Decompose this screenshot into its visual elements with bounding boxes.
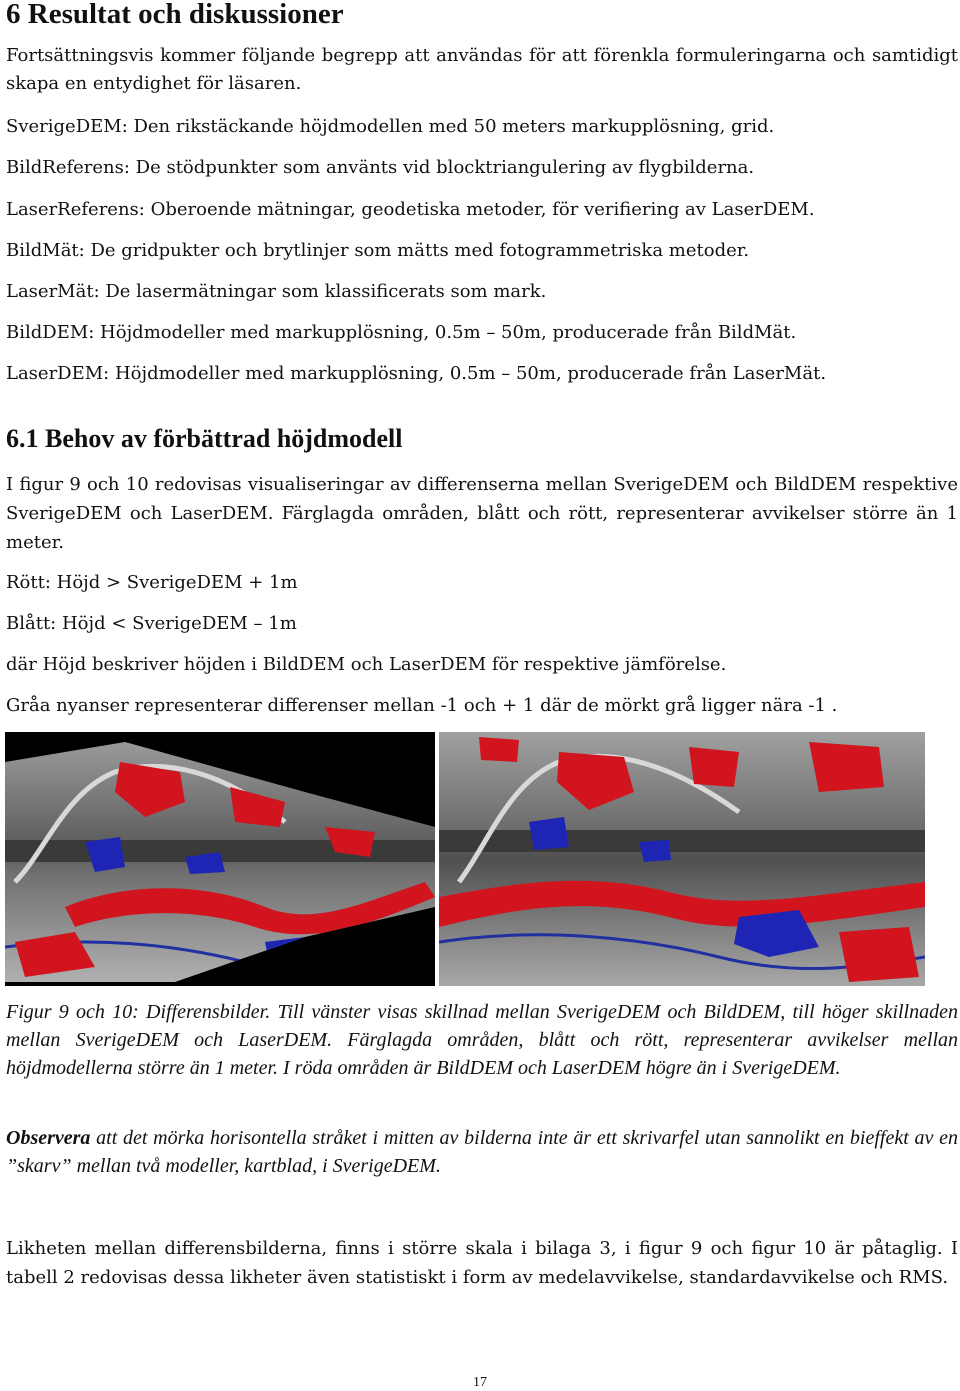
subsection-heading: 6.1 Behov av förbättrad höjdmodell bbox=[6, 424, 403, 453]
intro-paragraph: Fortsättningsvis kommer följande begrepp att användas för att förenkla formuleringarna och samtidigt skapa en entydighet för läsaren. bbox=[6, 45, 958, 94]
figure-note bbox=[6, 1124, 958, 1180]
red-area bbox=[809, 742, 884, 792]
term-lasermat: LaserMät: De lasermätningar som klassificerats som mark. bbox=[6, 281, 547, 302]
term-bilddem: BildDEM: Höjdmodeller med markupplösning, 0.5m – 50m, producerade från BildMät. bbox=[6, 322, 797, 343]
subsection-paragraph: I figur 9 och 10 redovisas visualiseringar av differenserna mellan SverigeDEM och BildDEM respektive SverigeDEM och LaserDEM. Färglagda områden, blått och rött, representerar avvikelser större än 1 meter. bbox=[6, 474, 958, 553]
blue-area bbox=[265, 937, 310, 967]
red-area bbox=[839, 927, 919, 982]
term-laserreferens: LaserReferens: Oberoende mätningar, geodetiska metoder, för verifiering av LaserDEM. bbox=[6, 199, 815, 220]
figure-note-text: att det mörka horisontella stråket i mitten av bilderna inte är ett skrivarfel utan sannolikt en bieffekt av en ”skarv” mellan två modeller, kartblad, i SverigeDEM. bbox=[6, 1127, 958, 1177]
term-bildreferens: BildReferens: De stödpunkter som använts vid blocktriangulering av flygbilderna. bbox=[6, 157, 755, 178]
blue-rule: Blått: Höjd < SverigeDEM – 1m bbox=[6, 613, 297, 634]
blue-area bbox=[529, 817, 569, 850]
red-area bbox=[479, 737, 519, 762]
term-laserdem: LaserDEM: Höjdmodeller med markupplösning, 0.5m – 50m, producerade från LaserMät. bbox=[6, 363, 827, 384]
red-rule: Rött: Höjd > SverigeDEM + 1m bbox=[6, 572, 298, 593]
term-bildmat: BildMät: De gridpukter och brytlinjer som mätts med fotogrammetriska metoder. bbox=[6, 240, 750, 261]
figure-10-svg bbox=[439, 732, 925, 986]
page-number: 17 bbox=[473, 1375, 487, 1390]
figure-9-image bbox=[5, 732, 435, 986]
figure-10-image bbox=[439, 732, 925, 986]
red-area bbox=[689, 747, 739, 787]
grey-line: Gråa nyanser representerar differenser mellan -1 och + 1 där de mörkt grå ligger nära -1 . bbox=[6, 695, 838, 716]
section-heading: 6 Resultat och diskussioner bbox=[6, 0, 344, 30]
figure-note-bold: Observera bbox=[6, 1127, 91, 1149]
figure-caption: Figur 9 och 10: Differensbilder. Till vänster visas skillnad mellan SverigeDEM och BildDEM, till höger skillnaden mellan SverigeDEM och LaserDEM. Färglagda områden, blått och rött, representerar avvikelser mellan höjdmodellerna större än 1 meter. I röda områden är BildDEM och LaserDEM högre än i SverigeDEM. bbox=[6, 1001, 958, 1079]
figure-9-svg bbox=[5, 732, 435, 986]
seam-band bbox=[439, 830, 925, 852]
term-sverigedem: SverigeDEM: Den rikstäckande höjdmodellen med 50 meters markupplösning, grid. bbox=[6, 116, 775, 137]
blue-area bbox=[639, 840, 671, 862]
closing-paragraph: Likheten mellan differensbilderna, finns i större skala i bilaga 3, i figur 9 och figur 10 är påtaglig. I tabell 2 redovisas dessa likheter även statistiskt i form av medelavvikelse, standardavvikelse och RMS. bbox=[6, 1238, 958, 1288]
where-line: där Höjd beskriver höjden i BildDEM och LaserDEM för respektive jämförelse. bbox=[6, 654, 727, 675]
